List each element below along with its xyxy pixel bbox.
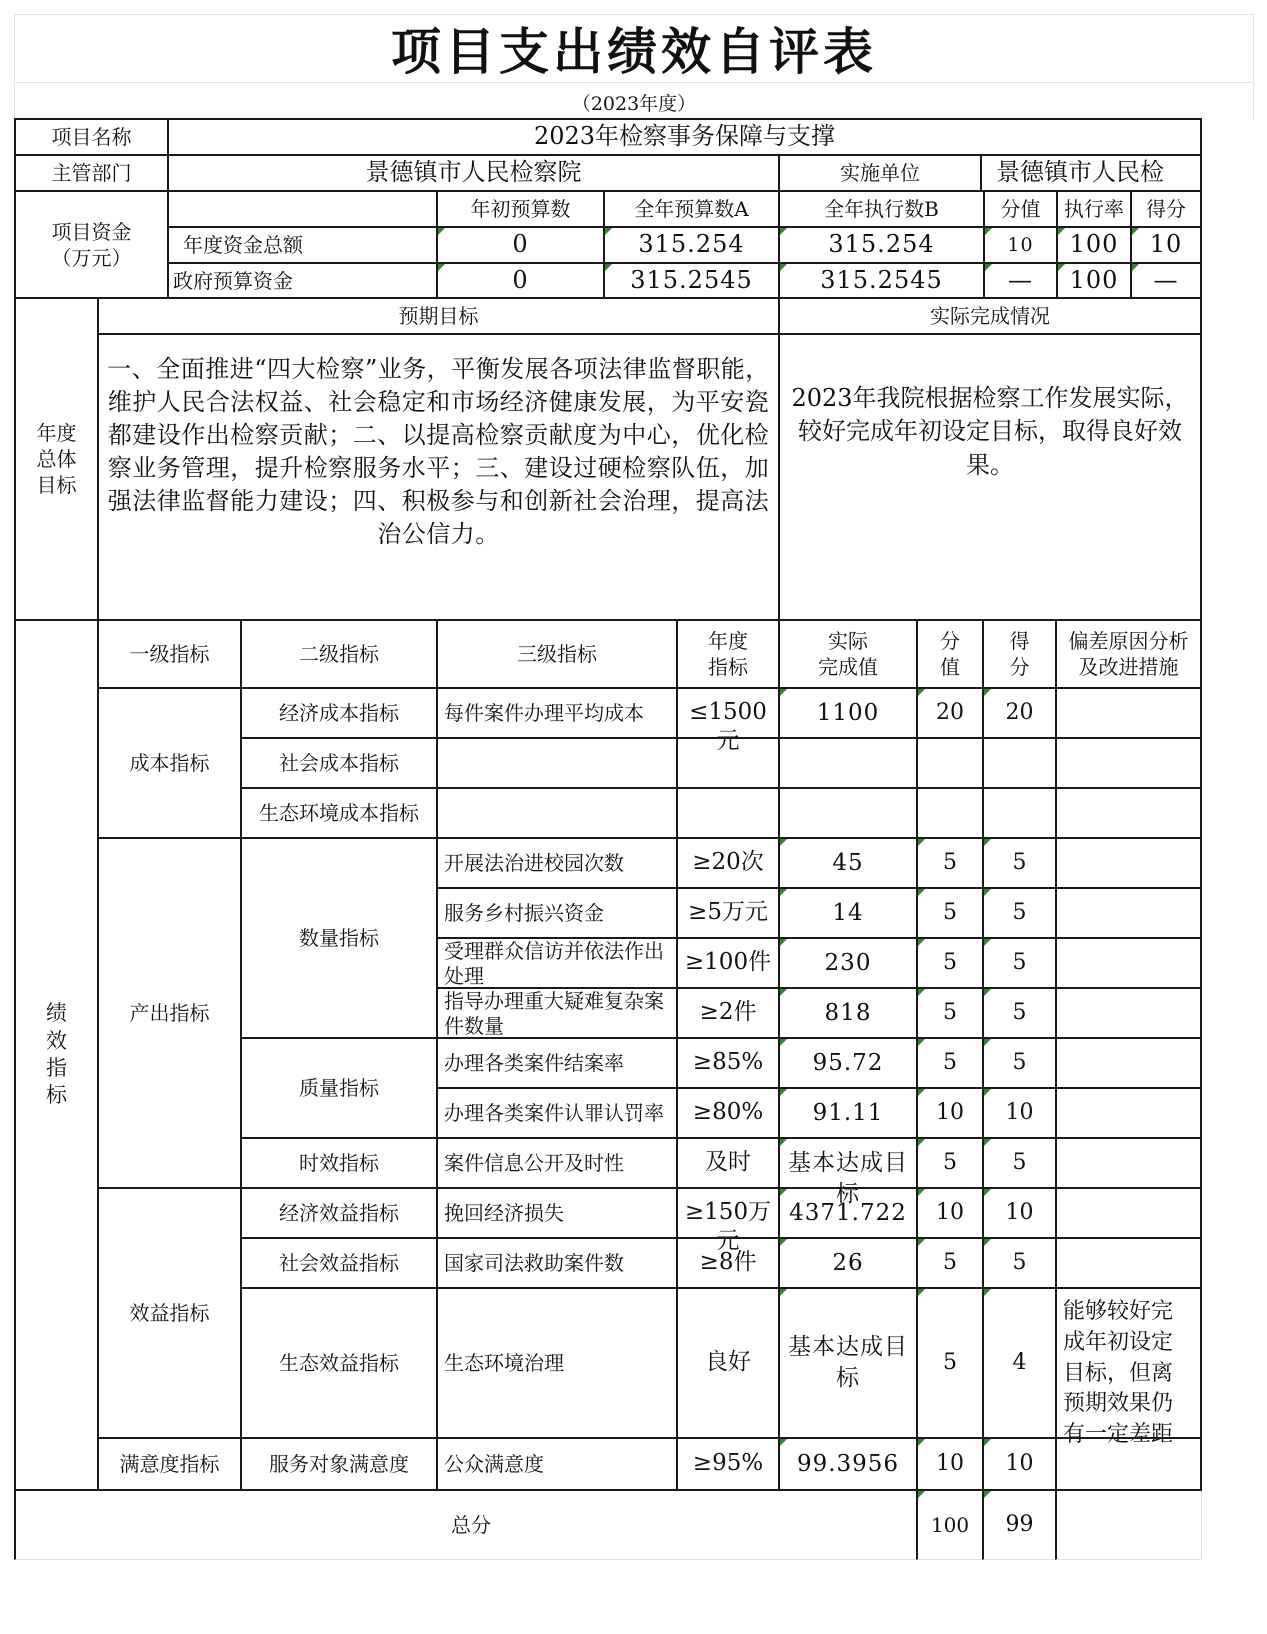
score-value: 5 (982, 1237, 1055, 1287)
level3-item-text: 生态环境治理 (444, 1350, 564, 1375)
target-value-text: ≥80% (692, 1099, 764, 1126)
level3-item (436, 887, 676, 937)
weight-value: 20 (916, 687, 982, 737)
actual-value-text: 基本达成目标 (788, 1333, 908, 1391)
cell-marker-icon (918, 939, 925, 946)
level3-item (436, 937, 676, 987)
actual-value-text: 91.11 (812, 1099, 884, 1126)
cell-marker-icon (605, 228, 612, 235)
actual-value (778, 1087, 916, 1137)
score-value: 5 (982, 887, 1055, 937)
score-empty (982, 787, 1055, 837)
title-row (14, 14, 1254, 81)
level3-item (436, 1137, 676, 1187)
weight-value: 10 (916, 1437, 982, 1489)
level3-item-text: 指导办理重大疑难复杂案件数量 (444, 989, 664, 1038)
weight-value: 5 (916, 1287, 982, 1437)
level3-item-text: 挽回经济损失 (444, 1200, 564, 1225)
note-empty (1055, 787, 1202, 837)
cell-marker-icon (780, 1089, 787, 1096)
header-actual-text-line1: 实际 (828, 629, 868, 653)
weight-empty (916, 787, 982, 837)
level3-item (436, 1237, 676, 1287)
cell-marker-icon (780, 1439, 787, 1446)
level3-item (436, 1187, 676, 1237)
impl-value: 景德镇市人民检 (980, 154, 1202, 190)
cell-marker-icon (780, 264, 787, 271)
target-value (676, 1437, 778, 1489)
cell-marker-icon (918, 1089, 925, 1096)
target-value (676, 1137, 778, 1187)
cell-marker-icon (780, 839, 787, 846)
level1-benefit: 效益指标 (97, 1187, 240, 1437)
level3-item-text: 受理群众信访并依法作出处理 (444, 939, 664, 988)
funds-cell-rate: 100 (1056, 226, 1130, 262)
actual-value-text: 230 (824, 949, 872, 976)
header-score-text (1010, 628, 1030, 680)
level3-item-text: 服务乡村振兴资金 (444, 900, 604, 925)
goals-label-cell (14, 297, 97, 619)
cell-marker-icon (984, 1289, 991, 1296)
funds-label-line1: 项目资金 (51, 219, 132, 244)
target-value (676, 687, 778, 755)
target-value (676, 937, 778, 987)
header-target-text (708, 628, 748, 680)
actual-value (778, 1187, 916, 1237)
cell-marker-icon (918, 839, 925, 846)
weight-value: 5 (916, 1237, 982, 1287)
funds-cell-rate: 100 (1056, 262, 1130, 297)
level3-item (436, 1087, 676, 1137)
cell-marker-icon (984, 989, 991, 996)
target-value-text: 良好 (705, 1349, 751, 1376)
actual-value (778, 1137, 916, 1207)
score-value: 4 (982, 1287, 1055, 1437)
header-score-text-line1: 得 (1009, 629, 1030, 653)
page-title: 项目支出绩效自评表 (391, 22, 877, 81)
level3-item (436, 1437, 676, 1489)
expected-goals-text: 一、全面推进“四大检察”业务，平衡发展各项法律监督职能，维护人民合法权益、社会稳定和市场经济健康发展，为平安瓷都建设作出检察贡献；二、以提高检察贡献度为中心，优化检察业务管理，提升检察服务水平；三、建设过硬检察队伍，加强法律监督能力建设；四、积极参与和创新社会治理，提高法治公信力。 (97, 333, 778, 619)
cell-marker-icon (918, 1239, 925, 1246)
note-empty (1055, 737, 1202, 787)
level3-empty (436, 737, 676, 787)
funds-cell-score: 10 (1130, 226, 1202, 262)
header-target-text-line2: 指标 (708, 655, 748, 679)
score-value: 10 (982, 1437, 1055, 1489)
funds-row-label: 政府预算资金 (167, 262, 436, 297)
level3-item (436, 987, 676, 1037)
cell-marker-icon (984, 1189, 991, 1196)
note-value (1055, 837, 1202, 887)
cell-marker-icon (780, 1189, 787, 1196)
level2-social-benefit: 社会效益指标 (240, 1237, 436, 1287)
table-bottom-rule (14, 1489, 1202, 1491)
header-level3: 三级指标 (436, 619, 676, 687)
cell-marker-icon (918, 889, 925, 896)
cell-marker-icon (918, 1139, 925, 1146)
cell-marker-icon (780, 1039, 787, 1046)
cell-marker-icon (918, 1289, 925, 1296)
cell-marker-icon (984, 1089, 991, 1096)
level2-social-cost: 社会成本指标 (240, 737, 436, 787)
dept-value: 景德镇市人民检察院 (167, 154, 778, 190)
score-value: 5 (982, 837, 1055, 887)
note-value (1055, 1237, 1202, 1287)
cell-marker-icon (984, 1139, 991, 1146)
cell-marker-icon (780, 889, 787, 896)
level3-item (436, 837, 676, 887)
target-empty (676, 787, 778, 837)
actual-empty (778, 787, 916, 837)
cell-marker-icon (780, 1139, 787, 1146)
cell-marker-icon (984, 839, 991, 846)
target-value-text: ≥85% (692, 1049, 764, 1076)
funds-header-4: 执行率 (1056, 190, 1130, 226)
weight-value: 10 (916, 1187, 982, 1237)
cell-marker-icon (984, 889, 991, 896)
funds-header-5: 得分 (1130, 190, 1202, 226)
actual-value (778, 1437, 916, 1489)
weight-value: 5 (916, 1037, 982, 1087)
funds-label-line2: （万元） (51, 245, 132, 270)
level3-item (436, 687, 676, 737)
funds-header-1: 全年预算数A (603, 190, 778, 226)
funds-label (14, 190, 167, 297)
cell-marker-icon (605, 264, 612, 271)
level1-satisfaction: 满意度指标 (97, 1437, 240, 1489)
cell-marker-icon (984, 1239, 991, 1246)
actual-value-text: 4371.722 (789, 1199, 907, 1226)
note-value (1055, 987, 1202, 1037)
actual-value (778, 687, 916, 737)
actual-value-text: 818 (824, 999, 872, 1026)
cell-marker-icon (984, 1491, 991, 1498)
target-value-text: ≥5万元 (688, 899, 768, 926)
note-value-text: 能够较好完成年初设定目标，但离预期效果仍有一定差距 (1063, 1299, 1174, 1448)
funds-header-3: 分值 (983, 190, 1056, 226)
cell-marker-icon (918, 689, 925, 696)
funds-cell-initial: 0 (436, 226, 603, 262)
header-weight (916, 619, 982, 687)
note-value (1055, 887, 1202, 937)
actual-value-text: 99.3956 (796, 1450, 900, 1477)
cell-marker-icon (438, 264, 445, 271)
cell-marker-icon (780, 939, 787, 946)
weight-value: 5 (916, 1137, 982, 1187)
target-value (676, 837, 778, 887)
weight-empty (916, 737, 982, 787)
actual-value-text: 基本达成目标 (788, 1149, 908, 1207)
level3-empty (436, 787, 676, 837)
cell-marker-icon (985, 228, 992, 235)
header-weight-text-line2: 值 (940, 655, 960, 679)
cell-marker-icon (985, 264, 992, 271)
year-row (14, 82, 1254, 121)
actual-value-text: 26 (832, 1249, 864, 1276)
header-score-text-line2: 分 (1009, 655, 1030, 679)
level3-item-text: 国家司法救助案件数 (444, 1250, 624, 1275)
target-value (676, 1187, 778, 1255)
level2-timeliness: 时效指标 (240, 1137, 436, 1187)
goals-label: 年度总体目标 (36, 421, 77, 497)
cell-marker-icon (984, 1439, 991, 1446)
weight-value: 5 (916, 887, 982, 937)
level2-econ-cost: 经济成本指标 (240, 687, 436, 737)
cell-marker-icon (1132, 228, 1139, 235)
score-value: 5 (982, 937, 1055, 987)
cell-marker-icon (918, 1491, 925, 1498)
score-value: 10 (982, 1187, 1055, 1237)
actual-value-text: 14 (832, 899, 864, 926)
level3-item (436, 1037, 676, 1087)
expected-header: 预期目标 (97, 297, 778, 333)
funds-cell-score_value: — (983, 262, 1056, 297)
target-value (676, 1287, 778, 1437)
score-value: 5 (982, 1137, 1055, 1187)
level3-item-text: 每件案件办理平均成本 (444, 700, 644, 725)
actual-value (778, 837, 916, 887)
cell-marker-icon (918, 989, 925, 996)
note-value (1055, 687, 1202, 737)
indicators-label: 绩效指标 (46, 1001, 67, 1108)
level1-output: 产出指标 (97, 837, 240, 1187)
project-name-label: 项目名称 (14, 118, 167, 154)
actual-value (778, 937, 916, 987)
funds-cell-executed: 315.254 (778, 226, 983, 262)
cell-marker-icon (918, 1039, 925, 1046)
funds-cell-executed: 315.2545 (778, 262, 983, 297)
header-weight-text (940, 628, 960, 680)
cell-marker-icon (984, 939, 991, 946)
cell-marker-icon (918, 1439, 925, 1446)
note-value (1055, 1087, 1202, 1137)
actual-empty (778, 737, 916, 787)
indicators-label-cell (14, 619, 97, 1489)
level2-econ-benefit: 经济效益指标 (240, 1187, 436, 1237)
header-actual-text (818, 628, 878, 680)
total-score: 99 (982, 1489, 1055, 1560)
cell-marker-icon (1058, 228, 1065, 235)
weight-value: 5 (916, 987, 982, 1037)
funds-cell-score_value: 10 (983, 226, 1056, 262)
level3-item-text: 公众满意度 (444, 1451, 544, 1476)
weight-value: 5 (916, 937, 982, 987)
cell-marker-icon (1132, 264, 1139, 271)
weight-value: 10 (916, 1087, 982, 1137)
target-value (676, 1087, 778, 1137)
year-label: （2023年度） (571, 92, 697, 115)
level2-eco-cost: 生态环境成本指标 (240, 787, 436, 837)
score-value: 5 (982, 987, 1055, 1037)
note-value (1055, 1287, 1202, 1448)
cell-marker-icon (780, 689, 787, 696)
cell-marker-icon (984, 689, 991, 696)
level2-eco-benefit: 生态效益指标 (240, 1287, 436, 1437)
total-note (1055, 1489, 1202, 1560)
level2-quality: 质量指标 (240, 1037, 436, 1137)
total-weight: 100 (916, 1489, 982, 1560)
cell-marker-icon (780, 989, 787, 996)
cell-marker-icon (1058, 264, 1065, 271)
target-value (676, 887, 778, 937)
funds-cell-initial: 0 (436, 262, 603, 297)
level3-item-text: 案件信息公开及时性 (444, 1150, 624, 1175)
level3-item-text: 办理各类案件结案率 (444, 1050, 624, 1075)
level2-service-satisfaction: 服务对象满意度 (240, 1437, 436, 1489)
header-target-text-line1: 年度 (708, 629, 748, 653)
funds-cell-annual: 315.2545 (603, 262, 778, 297)
target-value-text: ≥100件 (684, 949, 772, 976)
actual-value-text: 95.72 (812, 1049, 884, 1076)
actual-value-text: 1100 (816, 699, 880, 726)
actual-result-text: 2023年我院根据检察工作发展实际，较好完成年初设定目标，取得良好效果。 (778, 333, 1202, 619)
note-value (1055, 1137, 1202, 1187)
note-value (1055, 1437, 1202, 1489)
actual-value-text: 45 (832, 849, 864, 876)
score-empty (982, 737, 1055, 787)
note-value (1055, 1037, 1202, 1087)
score-value: 5 (982, 1037, 1055, 1087)
target-value-text: ≥150万元 (684, 1198, 772, 1255)
note-value (1055, 937, 1202, 987)
header-weight-text-line1: 分 (940, 629, 960, 653)
target-value (676, 1237, 778, 1287)
level2-quantity: 数量指标 (240, 837, 436, 1037)
target-value-text: ≥2件 (699, 999, 757, 1026)
actual-value (778, 1287, 916, 1437)
actual-value (778, 887, 916, 937)
note-value (1055, 1187, 1202, 1237)
cell-marker-icon (780, 1239, 787, 1246)
target-value-text: ≥20次 (692, 849, 764, 876)
score-value: 20 (982, 687, 1055, 737)
cell-marker-icon (780, 1289, 787, 1296)
actual-value (778, 987, 916, 1037)
target-value-text: ≥95% (692, 1450, 764, 1477)
header-actual (778, 619, 916, 687)
dept-label: 主管部门 (14, 154, 167, 190)
funds-cell-annual: 315.254 (603, 226, 778, 262)
cell-marker-icon (984, 1039, 991, 1046)
funds-row-label: 年度资金总额 (167, 226, 436, 262)
header-target (676, 619, 778, 687)
funds-header-blank (167, 190, 436, 226)
cell-marker-icon (918, 1189, 925, 1196)
header-deviation: 偏差原因分析及改进措施 (1055, 619, 1202, 687)
header-level1: 一级指标 (97, 619, 240, 687)
level1-cost: 成本指标 (97, 687, 240, 837)
header-actual-text-line2: 完成值 (818, 655, 878, 679)
funds-header-0: 年初预算数 (436, 190, 603, 226)
weight-value: 5 (916, 837, 982, 887)
target-empty (676, 737, 778, 787)
cell-marker-icon (780, 228, 787, 235)
total-label: 总分 (14, 1489, 916, 1560)
actual-value (778, 1037, 916, 1087)
target-value-text: 及时 (705, 1149, 751, 1176)
funds-header-2: 全年执行数B (778, 190, 983, 226)
target-value (676, 987, 778, 1037)
target-value (676, 1037, 778, 1087)
target-value-text: ≤1500元 (689, 698, 767, 755)
actual-value (778, 1237, 916, 1287)
header-score (982, 619, 1055, 687)
header-level2: 二级指标 (240, 619, 436, 687)
project-name-value: 2023年检察事务保障与支撑 (167, 118, 1202, 154)
impl-label: 实施单位 (778, 154, 980, 190)
funds-label-wrap (52, 219, 132, 271)
target-value-text: ≥8件 (699, 1249, 757, 1276)
level3-item (436, 1287, 676, 1437)
actual-header: 实际完成情况 (778, 297, 1202, 333)
level3-item-text: 开展法治进校园次数 (444, 850, 624, 875)
funds-cell-score: — (1130, 262, 1202, 297)
score-value: 10 (982, 1087, 1055, 1137)
level3-item-text: 办理各类案件认罪认罚率 (444, 1100, 664, 1125)
cell-marker-icon (438, 228, 445, 235)
